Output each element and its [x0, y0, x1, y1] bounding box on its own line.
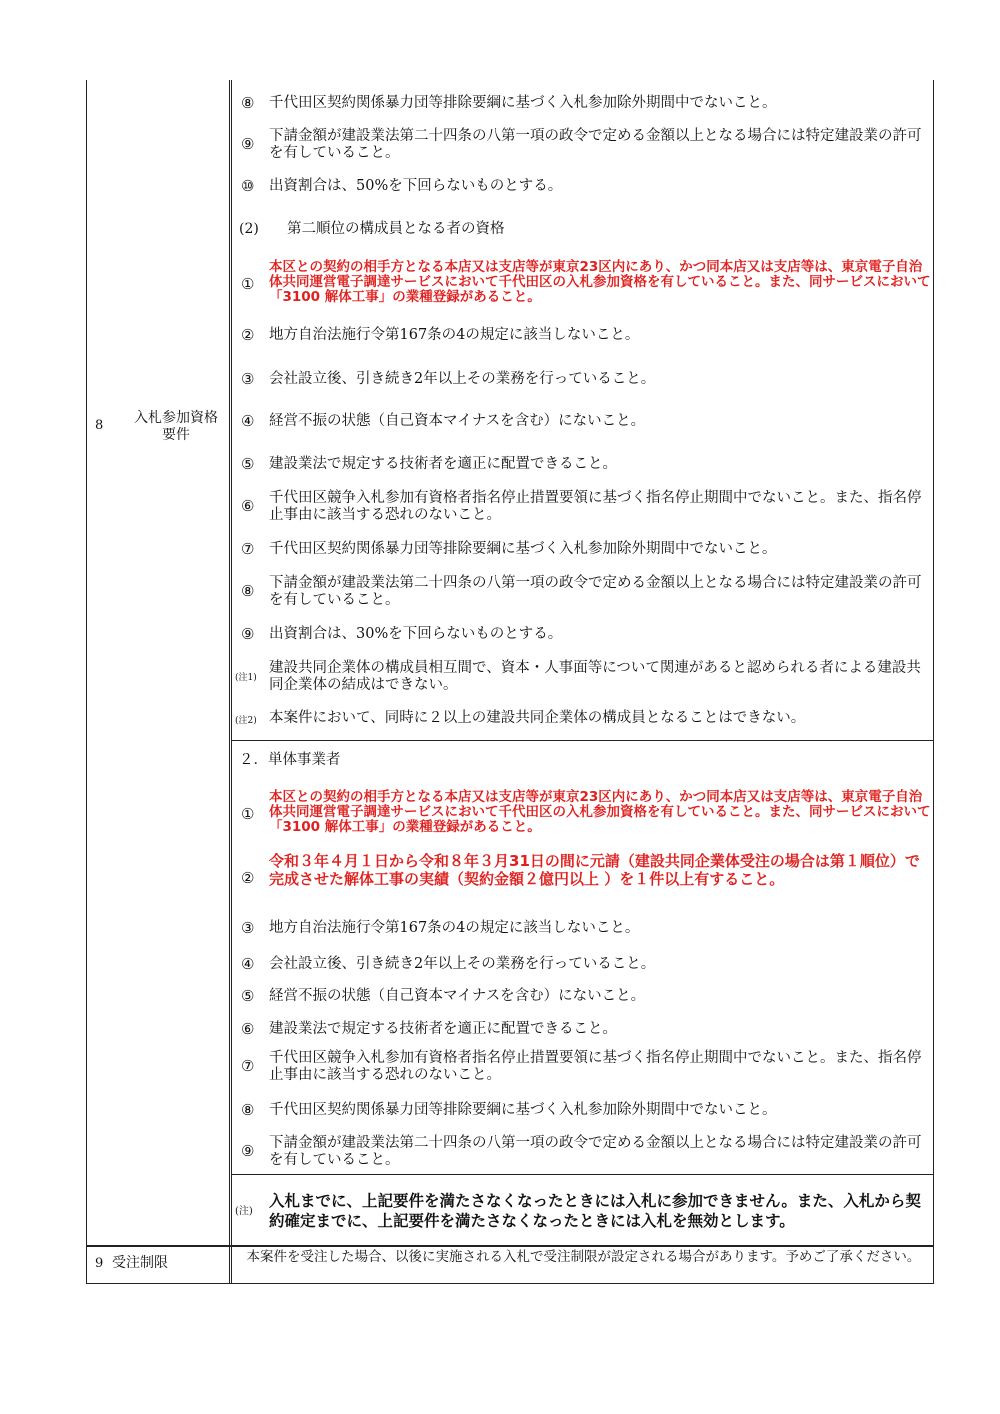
- item-marker: ②: [241, 326, 255, 344]
- heading-marker: (2): [239, 221, 259, 237]
- item-text: 会社設立後、引き続き2年以上その業務を行っていること。: [269, 371, 656, 387]
- table-right-border: [933, 80, 934, 1284]
- item-text: 下請金額が建設業法第二十四条の八第一項の政令で定める金額以上となる場合には特定建設業の許可を有していること。: [269, 128, 922, 161]
- table-left-border: [86, 80, 87, 1284]
- item-text: 会社設立後、引き続き2年以上その業務を行っていること。: [269, 956, 656, 972]
- row9-number: 9: [95, 1256, 104, 1271]
- item-text: 千代田区契約関係暴力団等排除要綱に基づく入札参加除外期間中でないこと。: [269, 541, 777, 557]
- note-marker: (注2): [235, 716, 257, 726]
- item-text: 下請金額が建設業法第二十四条の八第一項の政令で定める金額以上となる場合には特定建設業の許可を有していること。: [269, 1135, 922, 1168]
- row8-bottom-border: [86, 1245, 934, 1247]
- item-marker: ①: [241, 275, 255, 293]
- item-marker: ③: [241, 370, 255, 388]
- item-marker: ④: [241, 412, 255, 430]
- item-text: 地方自治法施行令第167条の4の規定に該当しないこと。: [269, 920, 640, 936]
- item-marker: ⑩: [241, 177, 255, 195]
- note-text: 本案件において、同時に２以上の建設共同企業体の構成員となることはできない。: [269, 710, 806, 726]
- item-marker: ⑧: [241, 582, 255, 600]
- item-text: 経営不振の状態（自己資本マイナスを含む）にないこと。: [269, 413, 646, 429]
- jv-single-divider: [231, 740, 934, 741]
- item-marker: ⑤: [241, 987, 255, 1005]
- item-marker: ⑨: [241, 135, 255, 153]
- item-text: 経営不振の状態（自己資本マイナスを含む）にないこと。: [269, 988, 646, 1004]
- item-text: 千代田区競争入札参加有資格者指名停止措置要領に基づく指名停止期間中でないこと。また、指名停止事由に該当する恐れのないこと。: [269, 1050, 922, 1083]
- item-text: 千代田区契約関係暴力団等排除要綱に基づく入札参加除外期間中でないこと。: [269, 95, 777, 111]
- item-text: 千代田区競争入札参加有資格者指名停止措置要領に基づく指名停止期間中でないこと。また、指名停止事由に該当する恐れのないこと。: [269, 490, 922, 523]
- note-marker: (注): [235, 1206, 253, 1217]
- restriction-text: 本案件を受注した場合、以後に実施される入札で受注制限が設定される場合があります。予めご了承ください。: [246, 1249, 921, 1265]
- item-text: 建設業法で規定する技術者を適正に配置できること。: [269, 456, 617, 472]
- item-text: 千代田区契約関係暴力団等排除要綱に基づく入札参加除外期間中でないこと。: [269, 1102, 777, 1118]
- item-marker: ①: [241, 805, 255, 823]
- item-marker: ⑦: [241, 1057, 255, 1075]
- row8-number: 8: [95, 418, 104, 433]
- item-text: 本区との契約の相手方となる本店又は支店等が東京23区内にあり、かつ同本店又は支店等は、東京電子自治体共同運営電子調達サービスにおいて千代田区の入札参加資格を有していること。また、同サービスにおいて「3100 解体工事」の業種登録があること。: [269, 789, 931, 835]
- table-col-divider-double: [231, 80, 232, 1284]
- item-marker: ②: [241, 869, 255, 887]
- item-text: 令和３年４月１日から令和８年３月31日の間に元請（建設共同企業体受注の場合は第１順位）で完成させた解体工事の実績（契約金額２億円以上 ）を１件以上有すること。: [269, 852, 920, 888]
- item-marker: ⑨: [241, 1142, 255, 1160]
- item-text: 地方自治法施行令第167条の4の規定に該当しないこと。: [269, 327, 640, 343]
- note-text: 建設共同企業体の構成員相互間で、資本・人事面等について関連があると認められる者による建設共同企業体の結成はできない。: [269, 660, 921, 693]
- item-marker: ⑤: [241, 455, 255, 473]
- heading-text: ２．単体事業者: [239, 752, 341, 768]
- item-marker: ⑨: [241, 625, 255, 643]
- row9-label: 受注制限: [112, 1255, 168, 1271]
- heading-text: 第二順位の構成員となる者の資格: [287, 221, 505, 237]
- item-marker: ④: [241, 955, 255, 973]
- item-marker: ③: [241, 919, 255, 937]
- item-text: 出資割合は、50%を下回らないものとする。: [269, 178, 563, 194]
- note-marker: (注1): [235, 673, 257, 683]
- note-text: 入札までに、上記要件を満たさなくなったときには入札に参加できません。また、入札から契約確定までに、上記要件を満たさなくなったときには入札を無効とします。: [269, 1192, 921, 1230]
- item-text: 建設業法で規定する技術者を適正に配置できること。: [269, 1021, 617, 1037]
- note-divider: [231, 1174, 934, 1175]
- table-col-divider: [229, 80, 230, 1284]
- item-text: 出資割合は、30%を下回らないものとする。: [269, 626, 563, 642]
- item-marker: ⑧: [241, 1101, 255, 1119]
- item-marker: ⑥: [241, 1020, 255, 1038]
- item-marker: ⑦: [241, 540, 255, 558]
- row8-label: 入札参加資格要件: [134, 410, 218, 443]
- item-marker: ⑥: [241, 497, 255, 515]
- item-text: 下請金額が建設業法第二十四条の八第一項の政令で定める金額以上となる場合には特定建設業の許可を有していること。: [269, 575, 922, 608]
- item-text: 本区との契約の相手方となる本店又は支店等が東京23区内にあり、かつ同本店又は支店等は、東京電子自治体共同運営電子調達サービスにおいて千代田区の入札参加資格を有していること。また、同サービスにおいて「3100 解体工事」の業種登録があること。: [269, 259, 931, 305]
- table-bottom-border: [86, 1283, 934, 1284]
- item-marker: ⑧: [241, 94, 255, 112]
